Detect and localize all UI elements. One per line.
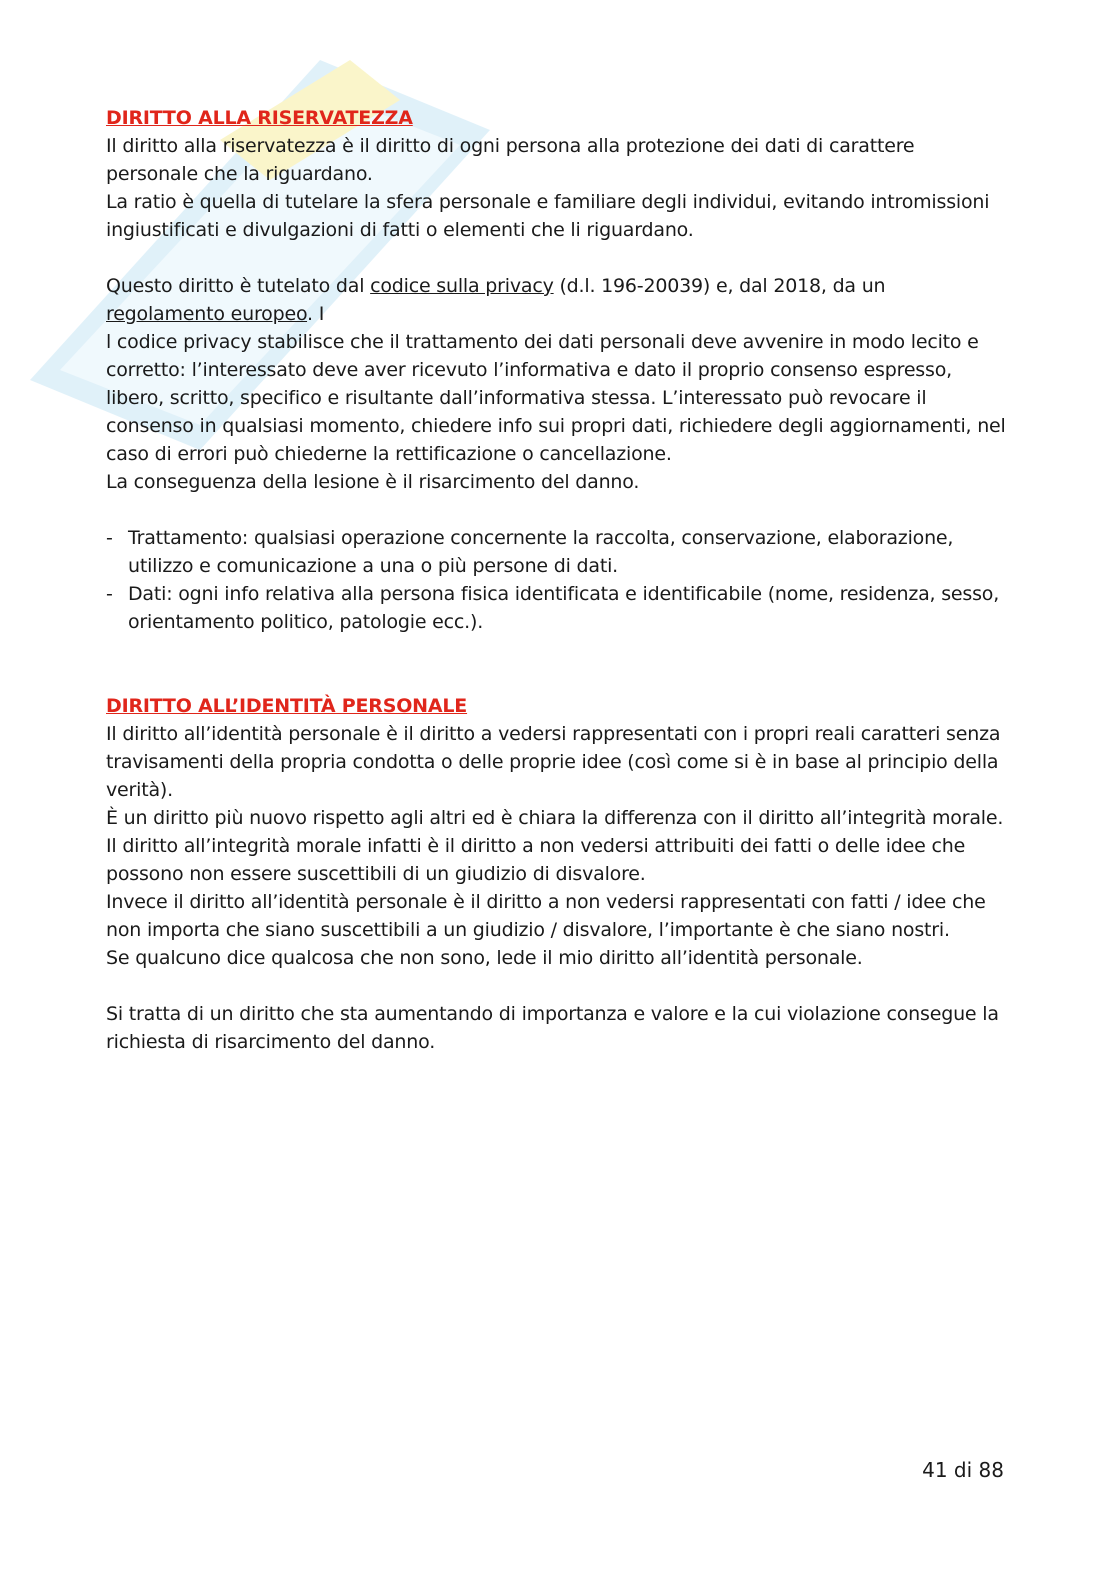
- paragraph: È un diritto più nuovo rispetto agli altri ed è chiara la differenza con il diritto all’integrità morale.: [106, 807, 1004, 829]
- paragraph: Si tratta di un diritto che sta aumentando di importanza e valore e la cui violazione consegue la richiesta di risarcimento del danno.: [106, 1003, 999, 1053]
- link-codice-privacy: codice sulla privacy: [370, 275, 554, 297]
- paragraph: La ratio è quella di tutelare la sfera personale e familiare degli individui, evitando intromissioni ingiustificati e divulgazioni di fatti o elementi che li riguardano.: [106, 191, 990, 241]
- list-item: - Trattamento: qualsiasi operazione concernente la raccolta, conservazione, elaborazione, utilizzo e comunicazione a una o più persone di dati.: [106, 524, 1006, 580]
- paragraph: l codice privacy stabilisce che il trattamento dei dati personali deve avvenire in modo lecito e corretto: l’interessato deve aver ricevuto l’informativa e dato il proprio consenso espresso, libero, scritto, specifico e risultante dall’informativa stessa. L’interessato può revocare il consenso in qualsiasi momento, chiedere info sui propri dati, richiedere degli aggiornamenti, nel caso di errori può chiederne la rettificazione o cancellazione.: [106, 331, 1006, 465]
- section-title-identita: DIRITTO ALL’IDENTITÀ PERSONALE: [106, 695, 468, 717]
- list-item: - Dati: ogni info relativa alla persona fisica identificata e identificabile (nome, residenza, sesso, orientamento politico, patologie ecc.).: [106, 580, 1006, 636]
- paragraph: Questo diritto è tutelato dal codice sulla privacy (d.l. 196-20039) e, dal 2018, da un regolamento europeo. I: [106, 275, 886, 325]
- document-page: [106, 104, 1006, 1056]
- paragraph: Il diritto alla riservatezza è il diritto di ogni persona alla protezione dei dati di carattere personale che la riguardano.: [106, 135, 915, 185]
- paragraph: La conseguenza della lesione è il risarcimento del danno.: [106, 471, 640, 493]
- dash-bullet: -: [106, 527, 113, 549]
- paragraph: Invece il diritto all’identità personale è il diritto a non vedersi rappresentati con fatti / idee che non importa che siano suscettibili a un giudizio / disvalore, l’importante è che siano nostri.: [106, 891, 986, 941]
- section-title-riservatezza: DIRITTO ALLA RISERVATEZZA: [106, 107, 413, 129]
- paragraph: Il diritto all’integrità morale infatti è il diritto a non vedersi attribuiti dei fatti o delle idee che possono non essere suscettibili di un giudizio di disvalore.: [106, 835, 966, 885]
- dash-bullet: -: [106, 583, 113, 605]
- page-number: 41 di 88: [922, 1458, 1004, 1482]
- link-regolamento-europeo: regolamento europeo: [106, 303, 308, 325]
- paragraph: Se qualcuno dice qualcosa che non sono, lede il mio diritto all’identità personale.: [106, 947, 863, 969]
- paragraph: Il diritto all’identità personale è il diritto a vedersi rappresentati con i propri reali caratteri senza travisamenti della propria condotta o delle proprie idee (così come si è in base al principio della verità).: [106, 723, 1001, 801]
- definitions-list: [106, 524, 1006, 636]
